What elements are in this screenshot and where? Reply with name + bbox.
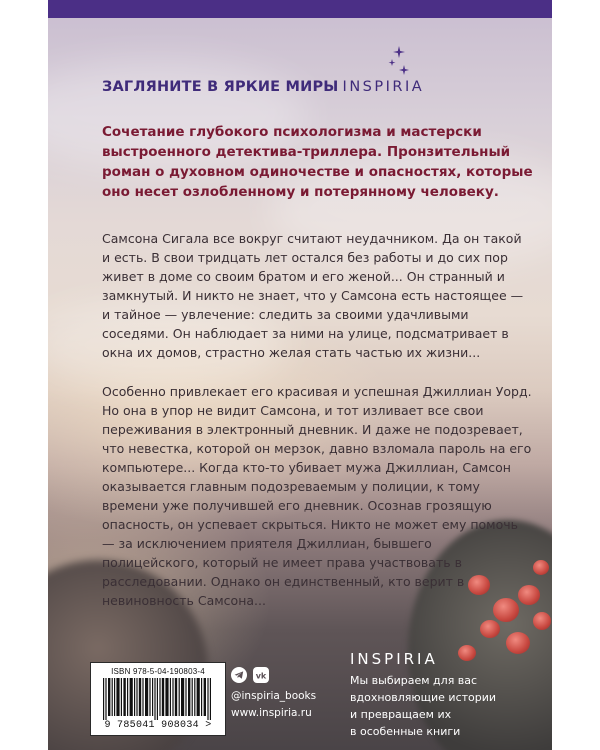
isbn-barcode bbox=[90, 662, 226, 736]
tagline-brand: INSPIRIA bbox=[342, 79, 425, 95]
social-handle[interactable]: @inspiria_books bbox=[231, 690, 317, 702]
rose-flower bbox=[480, 620, 500, 638]
sparkle-stars-icon bbox=[386, 46, 412, 76]
svg-text:vk: vk bbox=[255, 671, 267, 681]
book-back-cover bbox=[48, 0, 552, 750]
rose-flower bbox=[458, 645, 476, 661]
series-tagline bbox=[102, 79, 424, 95]
barcode-bars bbox=[99, 678, 217, 720]
rose-flower bbox=[506, 632, 530, 654]
isbn-label: ISBN 978-5-04-190803-4 bbox=[111, 667, 205, 676]
lead-blurb: Сочетание глубокого психологизма и мастерски выстроенного детектива-триллера. Пронзительный роман о духовном одиночестве и опасностях, которые оно несет озлобленному и потерянному человеку. bbox=[102, 124, 533, 200]
description-paragraph-1: Самсона Сигала все вокруг считают неудачником. Да он такой и есть. В свои тридцать лет остался без работы и до сих пор живет в доме со своим братом и его женой... Он странный и замкнутый. И никто не знает, что у Самсона есть настоящее — и тайное — увлечение: следить за своими удачливыми соседями. Он наблюдает за ними на улице, подсматривает в окна их домов, страстно желая стать частью их жизни... bbox=[102, 231, 524, 360]
tagline-text: ЗАГЛЯНИТЕ В ЯРКИЕ МИРЫ bbox=[102, 79, 339, 95]
top-color-band bbox=[48, 0, 552, 18]
barcode-digits: 9 785041 908034 > bbox=[104, 720, 212, 731]
rose-flower bbox=[533, 560, 549, 575]
publisher-slogan-line: в особенные книги bbox=[350, 725, 461, 738]
vk-icon[interactable] bbox=[253, 667, 269, 683]
social-icons bbox=[231, 667, 277, 683]
publisher-slogan-line: и превращаем их bbox=[350, 708, 452, 721]
website-link[interactable]: www.inspiria.ru bbox=[231, 707, 312, 719]
publisher-logo: INSPIRIA bbox=[350, 650, 438, 668]
publisher-slogan-line: вдохновляющие истории bbox=[350, 691, 497, 704]
publisher-slogan-line: Мы выбираем для вас bbox=[350, 674, 478, 687]
telegram-icon[interactable] bbox=[231, 667, 247, 683]
description-paragraph-2: Особенно привлекает его красивая и успешная Джиллиан Уорд. Но она в упор не видит Самсона, и тот изливает все свои переживания в электронный дневник. И даже не подозревает, что невестка, которой он мерзок, давно взломала пароль на его компьютере... Когда кто-то убивает мужа Джиллиан, Самсон оказывается главным подозреваемым у полиции, к тому времени уже получившей его дневник. Осознав грозящую опасность, он успевает скрыться. Никто не может ему помочь — за исключением приятеля Джиллиан, бывшего полицейского, который не имеет права участвовать в расследовании. Однако он единственный, кто верит в невиновность Самсона... bbox=[102, 384, 532, 608]
rose-flower bbox=[533, 612, 551, 630]
